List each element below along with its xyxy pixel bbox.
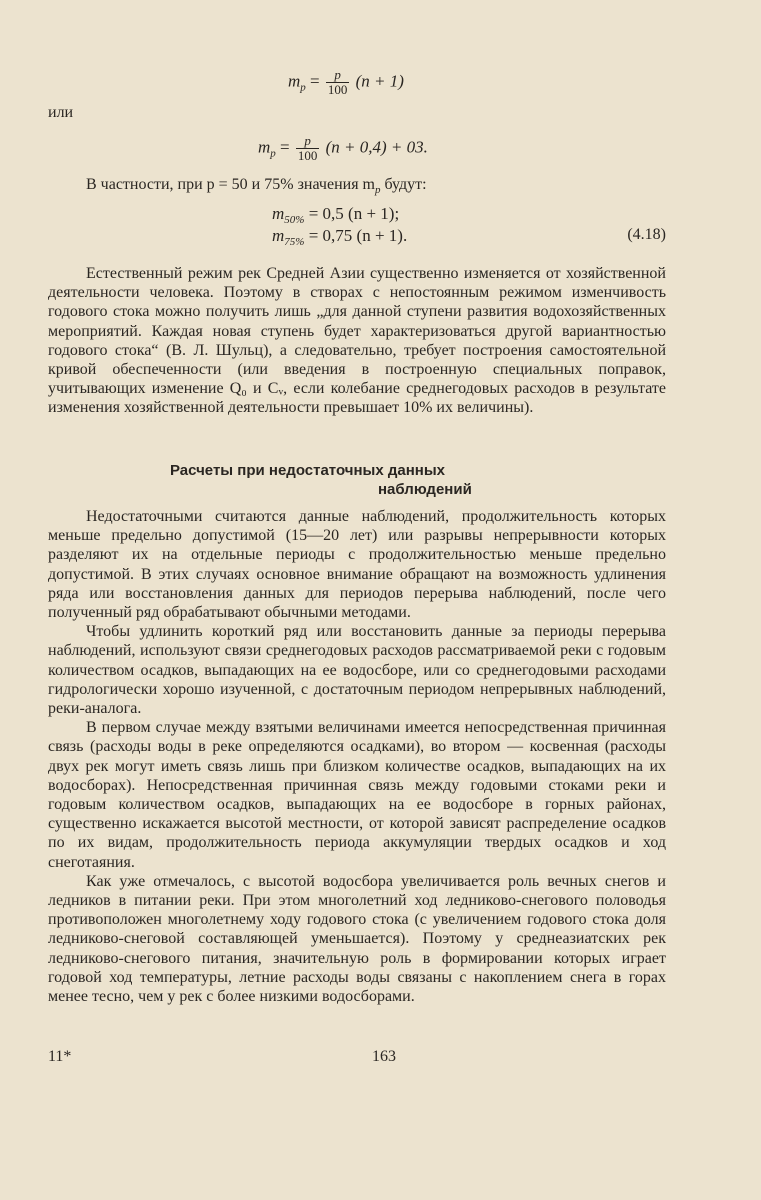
section-heading-line1: Расчеты при недостаточных данных xyxy=(170,462,445,479)
paragraph: Как уже отмечалось, с высотой водосбора увеличивается роль вечных снегов и ледников в питании реки. При этом многолетний ход ледниково-снегового половодья противоположен многолетнему ходу годового стока (с увеличением годового стока доля ледниково-снеговой составляющей уменьшается). Поэтому у среднеазиатских рек ледниково-снегового питания, значительную роль в формировании которых играет годовой ход температуры, летние расходы воды связаны с накоплением снега в горах менее тесно, чем у рек с более низкими водосборами. xyxy=(48,872,666,1006)
formula-lhs-sub: p xyxy=(300,81,306,94)
formula-eq: = xyxy=(280,137,290,157)
equation-number: (4.18) xyxy=(627,226,666,243)
formula-lhs: m xyxy=(288,71,301,91)
paragraph-intro: Естественный режим рек Средней Азии существенно изменяется от хозяйственной деятельности человека. Поэтому в створах с непостоянным режимом изменчивость годового стока можно получить лишь „для данной ступени развития водохозяйственных мероприятий. Каждая новая ступень будет характеризоваться другой вариантностью годового стока“ (В. Л. Шульц), а следовательно, требует построения самостоятельной кривой обеспеченности (или введения в построенную специальных поправок, учитывающих изменение Q₀ и Cᵥ, если колебание среднегодовых расходов в результате изменения хозяйственной деятельности превышает 10% их величины). xyxy=(48,265,666,417)
formula-m75 xyxy=(272,226,407,248)
paragraph: В первом случае между взятыми величинами имеется непосредственная причинная связь (расходы воды в реке определяются осадками), во втором — косвенная (расходы двух рек могут иметь связь лишь при близком количестве осадков, выпадающих на их водосборах). Непосредственная причинная связь между годовыми стоками реки и годовым количеством осадков, выпадающих на ее водосборе в горных районах, существенно искажается высотой местности, от которой зависят распределение осадков по их видам, продолжительность периода аккумуляции твердых осадков и ход снеготаяния. xyxy=(48,719,666,871)
fraction-num: p xyxy=(296,134,320,149)
formula-rhs: (n + 1) xyxy=(355,71,404,91)
formula-lhs-sub: p xyxy=(270,147,276,160)
formula-m50 xyxy=(272,204,399,226)
formula-rhs: = 0,75 (n + 1). xyxy=(308,226,408,245)
formula-eq: = xyxy=(310,71,320,91)
signature-mark: 11* xyxy=(48,1048,72,1065)
body-text-main xyxy=(48,507,666,1006)
connector-word: или xyxy=(48,104,74,121)
paragraph: Недостаточными считаются данные наблюдений, продолжительность которых меньше предельно допустимой (15—20 лет) или разрывы непрерывности которых разделяют их на отдельные периоды с продолжительностью меньше предельно допустимой. В этих случаях основное внимание обращают на возможность удлинения ряда или восстановления данных для периодов перерыва наблюдений, после чего полученный ряд обрабатывают обычными методами. xyxy=(48,508,666,622)
formula-rhs: (n + 0,4) + 03. xyxy=(325,137,428,157)
formula-intro xyxy=(86,176,427,196)
intro-sub: p xyxy=(375,184,381,196)
formula-mp-1 xyxy=(288,68,404,97)
formula-lhs-sub: 50% xyxy=(284,214,305,226)
formula-fraction xyxy=(296,134,320,163)
formula-fraction xyxy=(326,68,350,97)
body-text-top xyxy=(48,264,666,418)
fraction-den: 100 xyxy=(327,82,348,97)
formula-lhs: m xyxy=(272,204,285,223)
formula-mp-2 xyxy=(258,134,428,163)
formula-lhs: m xyxy=(272,226,285,245)
intro-text: В частности, при p = 50 и 75% значения m xyxy=(86,176,375,193)
intro-end: будут: xyxy=(384,176,427,193)
fraction-num: p xyxy=(326,68,350,83)
formula-lhs-sub: 75% xyxy=(284,236,305,248)
fraction-den: 100 xyxy=(297,148,318,163)
section-heading-line2: наблюдений xyxy=(378,481,472,498)
formula-lhs: m xyxy=(258,137,271,157)
formula-rhs: = 0,5 (n + 1); xyxy=(308,204,400,223)
page-number: 163 xyxy=(372,1048,396,1065)
paragraph: Чтобы удлинить короткий ряд или восстановить данные за периоды перерыва наблюдений, используют связи среднегодовых расходов рассматриваемой реки с годовым количеством осадков, выпадающих на ее водосборе, или со среднегодовыми расходами гидрологически хорошо изученной, с достаточным периодом непрерывных наблюдений, реки-аналога. xyxy=(48,623,666,718)
